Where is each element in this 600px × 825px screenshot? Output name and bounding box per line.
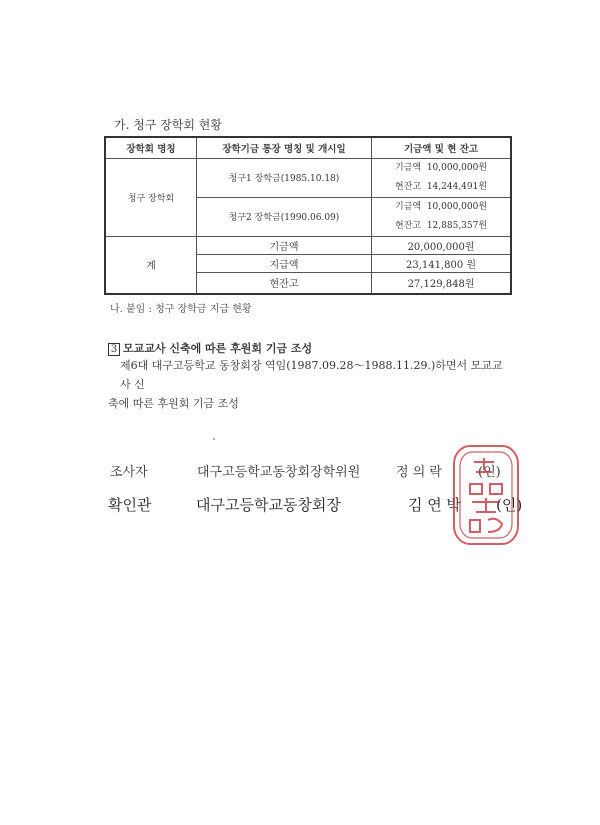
header-account: 장학기금 통장 명칭 및 개시일 xyxy=(196,137,371,158)
fund1-amounts xyxy=(372,158,511,197)
total-label: 계 xyxy=(105,236,196,294)
investigator-label: 조사자 xyxy=(110,465,148,480)
total-paid-value: 23,141,800 원 xyxy=(372,254,511,272)
society-name: 청구 장학회 xyxy=(105,158,196,236)
confirmer-name: 김 연 박 xyxy=(408,496,462,514)
total-fund-label: 기금액 xyxy=(196,236,371,254)
section-number: 3 xyxy=(108,343,120,356)
fund2-balance-label: 현잔고 xyxy=(395,220,422,231)
fund2-name: 청구2 장학금(1990.06.09) xyxy=(196,197,371,236)
section-3-line1: 제6대 대구고등학교 동창회장 역임(1987.09.28～1988.11.29.)하면서 모교교사 신 xyxy=(120,359,503,391)
section-3-heading xyxy=(108,340,312,356)
fund2-fund-value: 10,000,000원 xyxy=(426,201,488,212)
section-3-line2: 축에 따른 후원회 기금 조성 xyxy=(108,397,239,410)
total-fund-value: 20,000,000원 xyxy=(372,236,511,254)
confirmer-org: 대구고등학교동창회장 xyxy=(196,496,341,514)
fund1-fund-value: 10,000,000원 xyxy=(426,162,488,173)
red-seal-stamp xyxy=(446,440,526,550)
fund2-fund-label: 기금액 xyxy=(395,201,422,212)
fund1-fund-label: 기금액 xyxy=(395,162,422,173)
attachment-note: 나. 붙임 : 청구 장학금 지급 현황 xyxy=(110,304,252,315)
header-society: 장학회 명칭 xyxy=(105,137,196,158)
confirmer-stamp: (인) xyxy=(496,496,523,514)
investigator-name: 정 의 락 xyxy=(396,465,442,480)
header-amount: 기금액 및 현 잔고 xyxy=(372,137,511,158)
investigator-stamp: (인) xyxy=(478,465,501,480)
speck xyxy=(213,438,215,440)
fund2-amounts xyxy=(372,197,511,236)
scholarship-table xyxy=(104,136,512,295)
fund1-balance-label: 현잔고 xyxy=(395,181,422,192)
total-balance-label: 현잔고 xyxy=(196,272,371,294)
investigator-org: 대구고등학교동창회장학위원 xyxy=(197,465,361,480)
confirmer-label: 확인관 xyxy=(108,496,152,514)
section-a-title: 가. 청구 장학회 현황 xyxy=(114,118,222,132)
total-balance-value: 27,129,848원 xyxy=(372,272,511,294)
section-3-title: 모교교사 신축에 따른 후원회 기금 조성 xyxy=(123,342,313,355)
fund1-name: 청구1 장학금(1985.10.18) xyxy=(196,158,371,197)
fund2-balance-value: 12,885,357원 xyxy=(426,220,488,231)
fund1-balance-value: 14,244,491원 xyxy=(426,181,488,192)
total-paid-label: 지급액 xyxy=(196,254,371,272)
section-3-body xyxy=(108,356,513,413)
